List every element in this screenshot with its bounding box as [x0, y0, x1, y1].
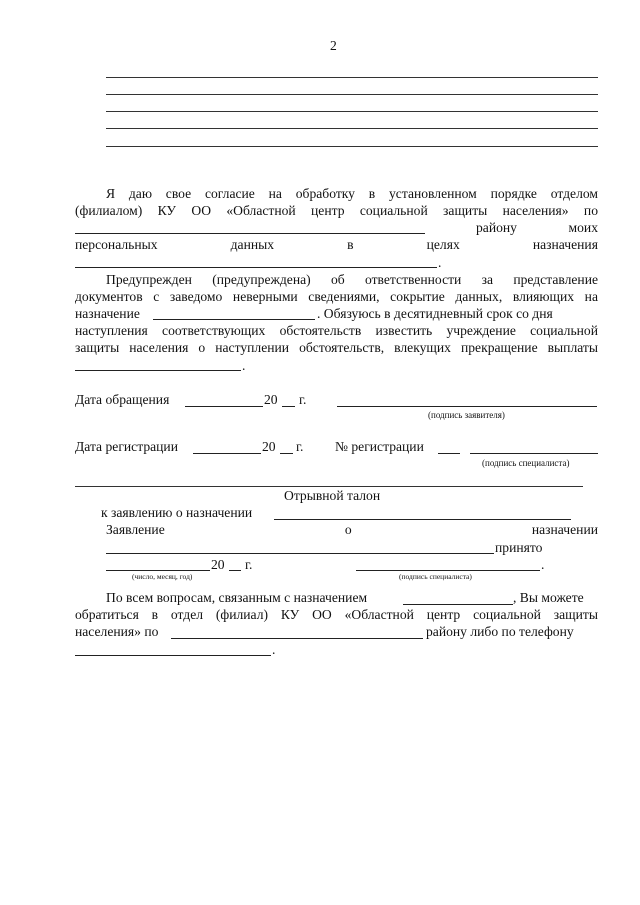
cut-line [75, 486, 583, 487]
specialist-signature-field[interactable] [470, 453, 598, 454]
blank-line[interactable] [106, 94, 598, 95]
stub-word: Заявление [106, 522, 165, 537]
stub-line-1: к заявлению о назначении [101, 505, 253, 520]
warning-line-5: защиты населения о наступлении обстоятельств, влекущих прекращение выплаты [75, 340, 598, 355]
consent-end: . [438, 255, 442, 270]
questions-end: . [272, 642, 276, 657]
consent-word: данных [230, 237, 275, 252]
questions-district-field[interactable] [171, 638, 423, 639]
warning-line-3-end: . Обязуюсь в десятидневный срок со дня [317, 306, 553, 321]
appeal-year-field[interactable] [282, 406, 295, 407]
consent-word: району [476, 220, 517, 235]
stub-word: о [344, 522, 352, 537]
stub-accepted: принято [495, 540, 543, 555]
stub-date-field[interactable] [106, 570, 210, 571]
consent-blank-district[interactable] [75, 233, 425, 234]
consent-word: моих [568, 220, 598, 235]
warning-blank-payment[interactable] [75, 370, 241, 371]
warning-end: . [242, 358, 246, 373]
consent-line-2: (филиалом) КУ ОО «Областной центр социальной защиты населения» по [75, 203, 598, 218]
stub-end: . [541, 557, 545, 572]
questions-phone-field[interactable] [75, 655, 271, 656]
specialist-signature-caption: (подпись специалиста) [482, 458, 570, 468]
blank-line[interactable] [106, 77, 598, 78]
warning-line-2: документов с заведомо неверными сведениями, сокрытие данных, влияющих на [75, 289, 598, 304]
applicant-signature-field[interactable] [337, 406, 597, 407]
consent-word: назначения [532, 237, 598, 252]
stub-word: назначении [531, 522, 598, 537]
consent-line-3 [476, 220, 598, 236]
stub-signature-caption: (подпись специалиста) [399, 572, 472, 581]
stub-benefit-field-2[interactable] [106, 553, 494, 554]
registration-date-field[interactable] [193, 453, 261, 454]
registration-date-label: Дата регистрации [75, 439, 178, 454]
appeal-g: г. [299, 392, 307, 407]
questions-line-1-start: По всем вопросам, связанным с назначением [106, 590, 368, 605]
registration-number-label: № регистрации [335, 439, 424, 454]
stub-line-2 [106, 522, 598, 538]
applicant-signature-caption: (подпись заявителя) [428, 410, 505, 420]
consent-blank-purpose[interactable] [75, 267, 437, 268]
registration-number-field[interactable] [438, 453, 460, 454]
stub-date-caption: (число, месяц, год) [132, 572, 193, 581]
questions-benefit-field[interactable] [403, 604, 513, 605]
consent-word: в [347, 237, 354, 252]
registration-year: 20 [262, 439, 276, 454]
stub-g: г. [245, 557, 253, 572]
stub-year-field[interactable] [229, 570, 241, 571]
stub-title: Отрывной талон [284, 488, 381, 503]
appeal-date-label: Дата обращения [75, 392, 170, 407]
warning-line-4: наступления соответствующих обстоятельств известить учреждение социальной [75, 323, 598, 338]
stub-signature-field[interactable] [356, 570, 540, 571]
questions-line-3-start: населения» по [75, 624, 159, 639]
registration-g: г. [296, 439, 304, 454]
stub-benefit-field[interactable] [274, 519, 571, 520]
page-number: 2 [330, 38, 337, 53]
questions-line-2: обратиться в отдел (филиал) КУ ОО «Областной центр социальной защиты [75, 607, 598, 622]
blank-line[interactable] [106, 128, 598, 129]
warning-line-3-start: назначение [75, 306, 140, 321]
blank-line[interactable] [106, 111, 598, 112]
consent-word: целях [426, 237, 460, 252]
appeal-date-field[interactable] [185, 406, 263, 407]
blank-line[interactable] [106, 146, 598, 147]
appeal-year: 20 [264, 392, 278, 407]
questions-line-1-end: , Вы можете [513, 590, 584, 605]
warning-blank-benefit[interactable] [153, 319, 315, 320]
warning-line-1: Предупрежден (предупреждена) об ответственности за представление [106, 272, 598, 287]
consent-word: персональных [75, 237, 158, 252]
consent-line-4 [75, 237, 598, 253]
consent-line-1: Я даю свое согласие на обработку в установленном порядке отделом [106, 186, 598, 201]
questions-line-3-end: району либо по телефону [426, 624, 574, 639]
registration-year-field[interactable] [280, 453, 293, 454]
stub-year: 20 [211, 557, 225, 572]
